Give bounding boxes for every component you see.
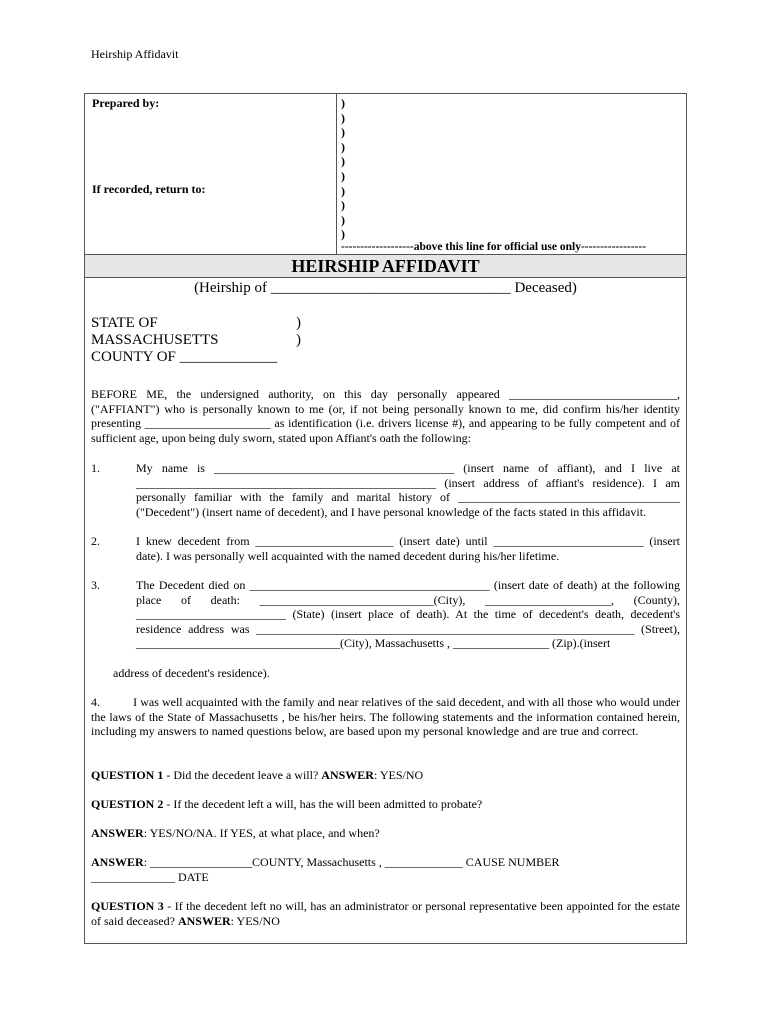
question-text: - If the decedent left a will, has the will been admitted to probate? <box>163 797 483 811</box>
state-of-label: STATE OF <box>91 315 158 331</box>
answer-label: ANSWER <box>91 855 144 869</box>
answer-text: : _________________COUNTY, Massachusetts , _____________ CAUSE NUMBER <box>143 855 560 869</box>
question-2 <box>91 797 482 812</box>
answer-date-field: ______________ DATE <box>91 870 209 884</box>
question-text: - If the decedent left no will, has an administrator or personal representative been appointed for the estate of said deceased? <box>91 899 681 928</box>
intro-paragraph: BEFORE ME, the undersigned authority, on this day personally appeared ____________________________, ("AFFIANT") who is personally known to me (or, if not being personally known to me, did confirm his/her identity presenting _____________________ as identification (i.e. drivers license #), and appearing to be fully competent and of sufficient age, upon being duly sworn, stated upon Affiant's oath the following: <box>91 387 680 445</box>
item-3-text: The Decedent died on ________________________________________ (insert date of death) at the following place of death: _____________________________(City), _____________________, (County), _________________________ (State) (insert place of death). At the time of decedent's death, decedent's residence address was _______________________________________________________________ (Street), __________________________________(City), Massachusetts , ________________ (Zip).(insert <box>136 578 680 651</box>
page-header: Heirship Affidavit <box>91 47 179 61</box>
item-number: 2. <box>91 534 100 548</box>
question-label: QUESTION 1 <box>91 768 164 782</box>
item-4-paragraph <box>91 695 680 739</box>
item-3-tail: address of decedent's residence). <box>113 666 270 680</box>
item-number: 3. <box>91 578 100 592</box>
answer-options: : YES/NO <box>230 913 280 928</box>
state-name: MASSACHUSETTS <box>91 332 219 348</box>
state-paren: ) <box>296 332 301 348</box>
item-4-text: I was well acquainted with the family and near relatives of the said decedent, and with all those who would under the laws of the State of Massachusetts , be his/her heirs. The following statements and the information contained herein, including my answers to named questions below, are based upon my personal knowledge and are true and correct. <box>91 695 681 739</box>
county-of-field: COUNTY OF _____________ <box>91 349 278 365</box>
question-label: QUESTION 2 <box>91 797 164 811</box>
item-number: 4. <box>91 695 100 709</box>
answer-text: : YES/NO/NA. If YES, at what place, and when? <box>143 826 380 840</box>
if-recorded-label: If recorded, return to: <box>92 182 206 196</box>
answer-2 <box>91 826 380 841</box>
subtitle: (Heirship of ________________________________ Deceased) <box>194 280 577 296</box>
item-1-text: My name is ________________________________________ (insert name of affiant), and I live at __________________________________________________ (insert address of affiant's residence). I am personally familiar with the family and marital history of _____________________________________ ("Decedent") (insert name of decedent), and I have personal knowledge of the facts stated in this affidavit. <box>136 461 680 519</box>
answer-label: ANSWER <box>177 913 231 928</box>
recording-info-cell <box>85 94 337 254</box>
question-label: QUESTION 3 <box>91 899 164 913</box>
official-use-line: -------------------above this line for official use only----------------- <box>341 241 647 253</box>
prepared-by-label: Prepared by: <box>92 96 160 110</box>
answer-label: ANSWER <box>321 768 374 782</box>
state-paren: ) <box>296 315 301 331</box>
answer-options: : YES/NO <box>373 768 424 782</box>
question-1 <box>91 768 423 783</box>
affidavit-form <box>84 93 687 944</box>
answer-2-details <box>91 855 559 870</box>
answer-label: ANSWER <box>91 826 144 840</box>
item-number: 1. <box>91 461 100 475</box>
question-3 <box>91 899 680 928</box>
document-title: HEIRSHIP AFFIDAVIT <box>85 255 686 278</box>
recording-box <box>85 94 686 255</box>
item-2-text: I knew decedent from _______________________ (insert date) until _________________________ (insert date). I was personally well acquainted with the named decedent during his/her lifetime. <box>136 534 680 563</box>
question-text: - Did the decedent leave a will? <box>163 768 322 782</box>
bracket-column: ) ) ) ) ) ) ) ) ) ) <box>341 96 345 242</box>
